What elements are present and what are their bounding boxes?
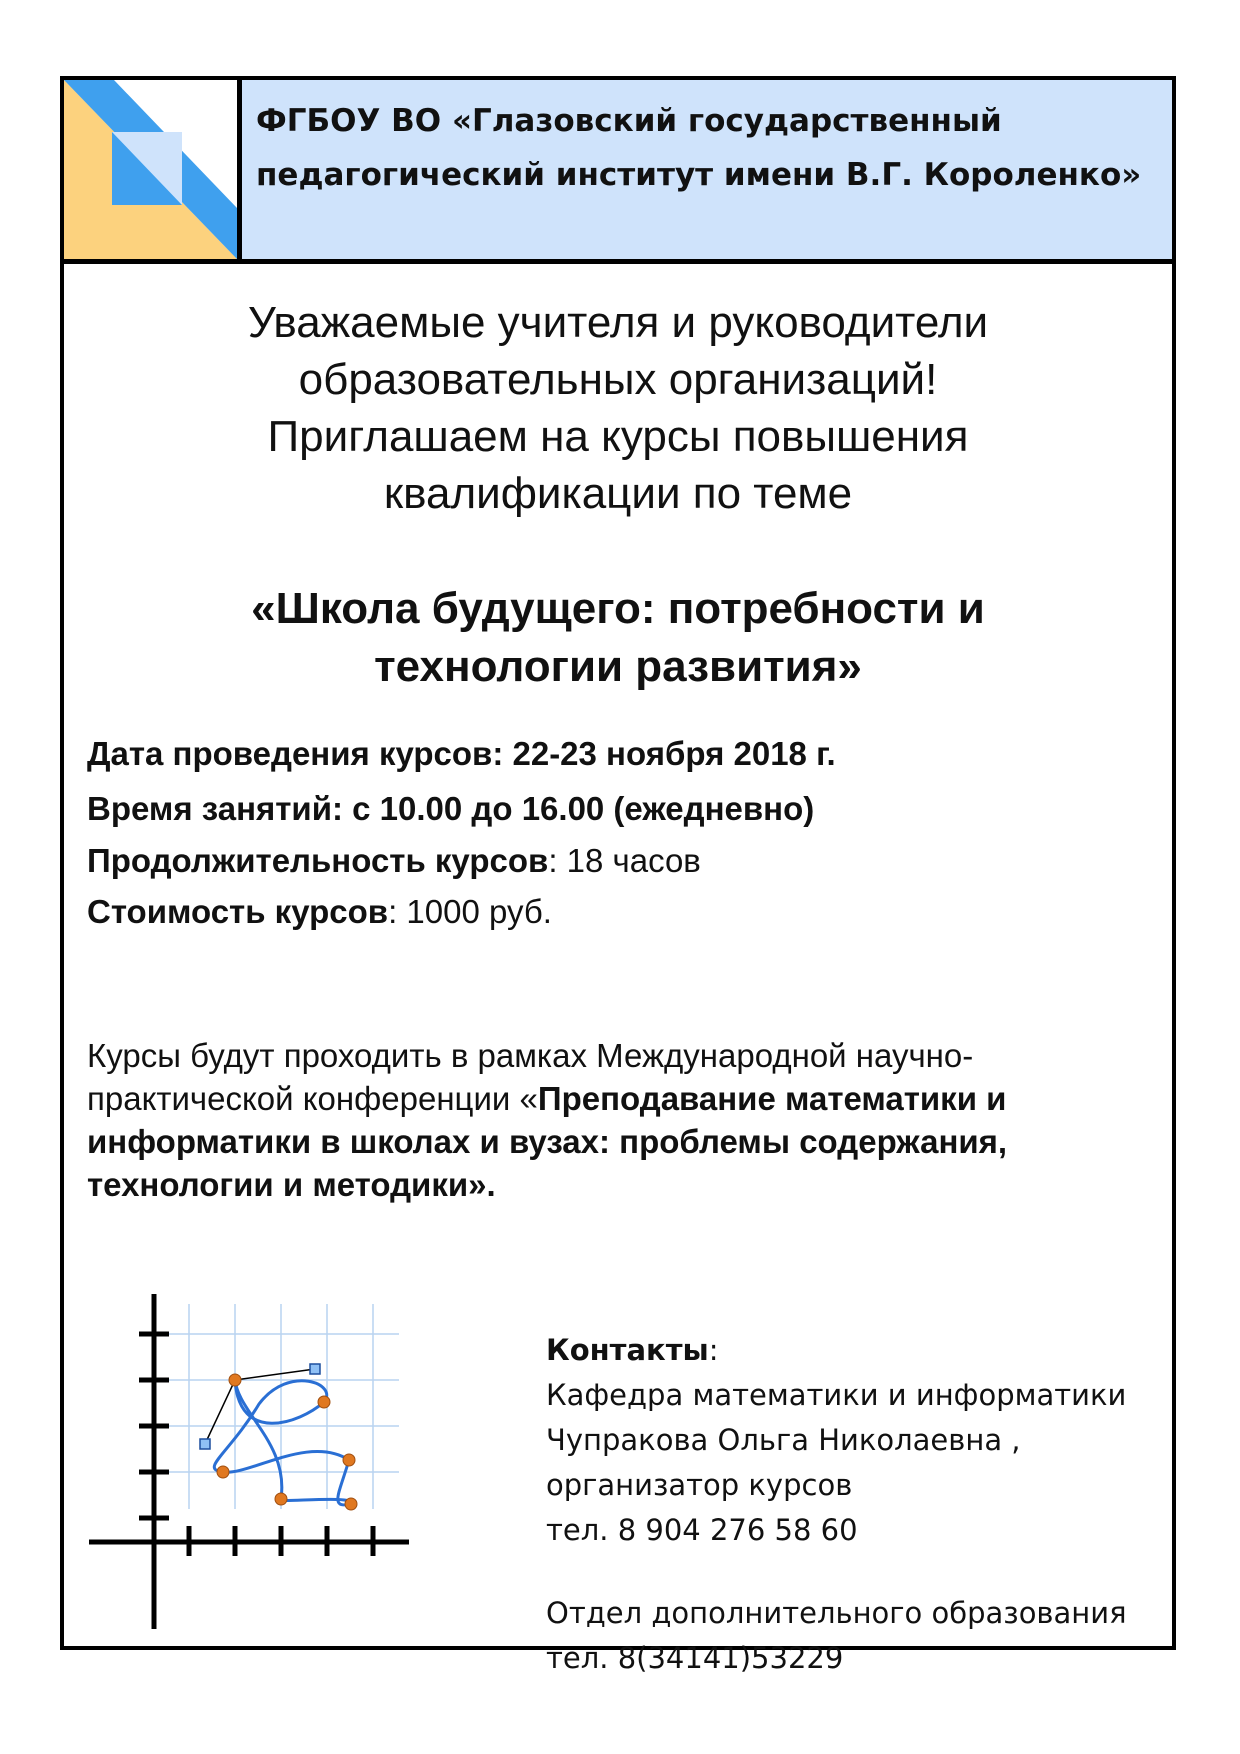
- graph-svg: [89, 1294, 459, 1664]
- course-cost: [87, 892, 1142, 932]
- greeting-line4: квалификации по теме: [383, 469, 853, 518]
- course-title-line1: «Школа будущего: потребности и: [251, 584, 985, 633]
- math-graph-illustration: [89, 1294, 459, 1669]
- course-date-text: Дата проведения курсов: 22-23 ноября 2018 г.: [87, 735, 836, 772]
- contacts-heading: Контакты: [546, 1333, 709, 1367]
- conference-note: [87, 1034, 1142, 1206]
- graph-grid: [149, 1304, 399, 1509]
- cost-label: Стоимость курсов: [87, 893, 389, 930]
- org-name-box: [242, 80, 1172, 259]
- org-name-line1: ФГБОУ ВО «Глазовский государственный: [256, 103, 1002, 139]
- control-handle-1: [310, 1364, 320, 1374]
- contacts-role: организатор курсов: [546, 1468, 853, 1502]
- institute-logo: [64, 80, 242, 259]
- contacts-office: Отдел дополнительного образования: [546, 1596, 1127, 1630]
- control-handle-2: [200, 1439, 210, 1449]
- poster-frame: [60, 76, 1176, 1675]
- cost-value: : 1000 руб.: [388, 893, 552, 930]
- greeting-line2: образовательных организаций!: [298, 355, 938, 404]
- graph-axes: [89, 1294, 409, 1629]
- contacts-spacer: [546, 1553, 1127, 1591]
- graph-point: [343, 1454, 355, 1466]
- contacts-heading-row: [546, 1328, 1127, 1373]
- contacts-department: Кафедра математики и информатики: [546, 1378, 1127, 1412]
- org-name-line2: педагогический институт имени В.Г. Короленко»: [256, 157, 1142, 193]
- contacts-heading-colon: :: [708, 1333, 719, 1367]
- greeting-line3: Приглашаем на курсы повышения: [267, 412, 969, 461]
- contacts-person: Чупракова Ольга Николаевна ,: [546, 1423, 1021, 1457]
- contacts-phone2: тел. 8(34141)53229: [546, 1641, 844, 1675]
- duration-label: Продолжительность курсов: [87, 842, 549, 879]
- logo-graphic: [64, 80, 237, 259]
- conference-title: Преподавание математики и информатики в школах и вузах: проблемы содержания, технологии и методики».: [87, 1080, 1008, 1203]
- graph-point: [229, 1374, 241, 1386]
- conference-intro: Курсы будут проходить в рамках Международной научно-практической конференции «: [87, 1037, 974, 1117]
- graph-point: [345, 1498, 357, 1510]
- greeting: [64, 294, 1172, 522]
- course-title-line2: технологии развития»: [374, 642, 862, 691]
- graph-point: [275, 1493, 287, 1505]
- header: [64, 80, 1172, 264]
- course-time: [87, 789, 1142, 829]
- contacts-phone1: тел. 8 904 276 58 60: [546, 1513, 858, 1547]
- course-time-text: Время занятий: с 10.00 до 16.00 (ежедневно): [87, 790, 815, 827]
- greeting-line1: Уважаемые учителя и руководители: [247, 298, 989, 347]
- course-date: [87, 734, 1142, 774]
- graph-point: [318, 1396, 330, 1408]
- duration-value: : 18 часов: [548, 842, 701, 879]
- contacts: [546, 1328, 1127, 1681]
- course-duration: [87, 841, 1142, 881]
- graph-point: [217, 1466, 229, 1478]
- course-title: [64, 580, 1172, 696]
